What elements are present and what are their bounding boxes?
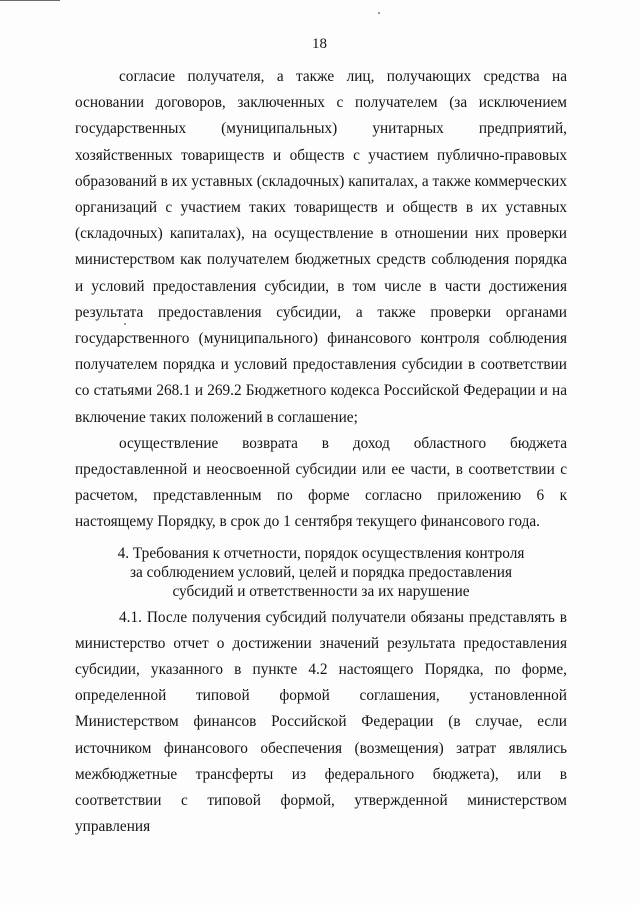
paragraph-4-1: 4.1. После получения субсидий получатели обязаны представлять в министерство отчет о достижении значений результата предоставления субсидии, указанного в пункте 4.2 настоящего Порядка, по форме, определенной типовой формой соглашения, установленной Министерством финансов Российской Федерации (в случае, если источником финансового обеспечения (возмещения) затрат являлись межбюджетные трансферты из федерального бюджета), или в соответствии с типовой формой, утвержденной министерством управления: [75, 608, 567, 836]
section-heading-line: за соблюдением условий, целей и порядка предоставления: [129, 563, 513, 581]
page-number: 18: [312, 36, 327, 52]
scan-edge-mark: [0, 0, 60, 1]
document-body: [75, 64, 567, 840]
paragraph-consent: согласие получателя, а также лиц, получающих средства на основании договоров, заключенных с получателем (за исключением государственных (муниципальных) унитарных предприятий, хозяйственных товариществ и обществ с участием публично-правовых образований в их уставных (складочных) капиталах, а также коммерческих организаций с участием таких товариществ и обществ в их уставных (складочных) капиталах), на осуществление в отношении них проверки министерством как получателем бюджетных средств соблюдения порядка и условий предоставления субсидии, в том числе в части достижения результата предоставления субсидии, а также проверки органами государственного (муниципального) финансового контроля соблюдения получателем порядка и условий предоставления субсидии в соответствии со статьями 268.1 и 269.2 Бюджетного кодекса Российской Федерации и на включение таких положений в соглашение;: [75, 68, 567, 426]
scan-speck: [378, 12, 380, 14]
section-heading-line: 4. Требования к отчетности, порядок осуществления контроля: [117, 544, 525, 562]
paragraph-refund: осуществление возврата в доход областного бюджета предоставленной и неосвоенной субсидии или ее части, в соответствии с расчетом, представленным по форме согласно приложению 6 к настоящему Порядку, в срок до 1 сентября текущего финансового года.: [75, 434, 567, 531]
section-heading-line: субсидий и ответственности за их нарушение: [172, 582, 470, 600]
section-heading: [75, 544, 567, 601]
